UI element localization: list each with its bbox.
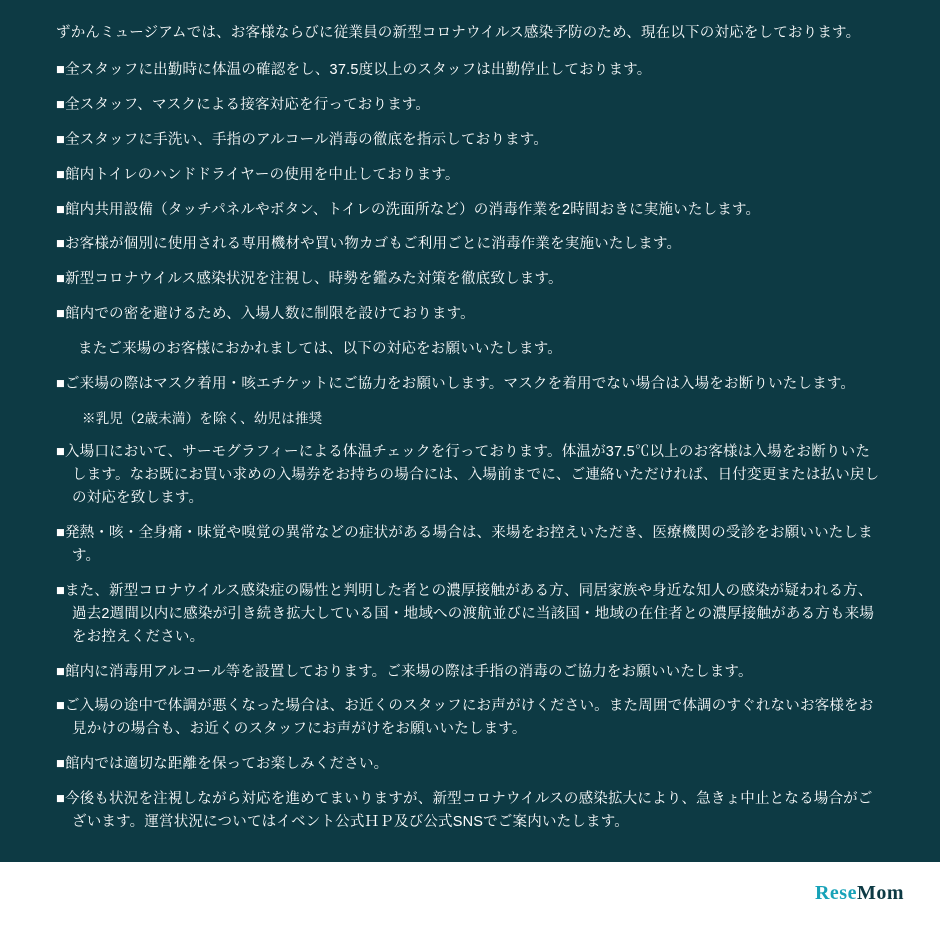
notice-item: ■館内共用設備（タッチパネルやボタン、トイレの洗面所など）の消毒作業を2時間おきに実施いたします。 xyxy=(56,201,761,218)
notice-item: ■館内に消毒用アルコール等を設置しております。ご来場の際は手指の消毒のご協力をお願いいたします。 xyxy=(56,663,753,680)
notice-item-list xyxy=(56,59,884,834)
notice-item: ■館内では適切な距離を保ってお楽しみください。 xyxy=(56,756,389,773)
notice-item: ■発熱・咳・全身痛・味覚や嗅覚の異常などの症状がある場合は、来場をお控えいただき、医療機関の受診をお願いいたします。 xyxy=(56,525,873,564)
notice-item: ■全スタッフに手洗い、手指のアルコール消毒の徹底を指示しております。 xyxy=(56,131,549,148)
notice-body xyxy=(56,22,884,834)
notice-item: ■全スタッフ、マスクによる接客対応を行っております。 xyxy=(56,96,431,113)
notice-item: またご来場のお客様におかれましては、以下の対応をお願いいたします。 xyxy=(78,341,562,358)
notice-item: ■今後も状況を注視しながら対応を進めてまいりますが、新型コロナウイルスの感染拡大により、急きょ中止となる場合がございます。運営状況についてはイベント公式ＨＰ及び公式SNSでご案内いたします。 xyxy=(56,791,873,831)
notice-item: ■館内での密を避けるため、入場人数に制限を設けております。 xyxy=(56,306,475,323)
notice-item: ■全スタッフに出勤時に体温の確認をし、37.5度以上のスタッフは出勤停止しております。 xyxy=(56,61,652,78)
notice-item: ■お客様が個別に使用される専用機材や買い物カゴもご利用ごとに消毒作業を実施いたします。 xyxy=(56,236,682,253)
notice-item: ■館内トイレのハンドドライヤーの使用を中止しております。 xyxy=(56,166,460,183)
notice-item: ■ご来場の際はマスク着用・咳エチケットにご協力をお願いします。マスクを着用でない場合は入場をお断りいたします。 xyxy=(56,376,856,393)
notice-item: ■また、新型コロナウイルス感染症の陽性と判明した者との濃厚接触がある方、同居家族や身近な知人の感染が疑われる方、過去2週間以内に感染が引き続き拡大している国・地域への渡航並びに当該国・地域の在住者との濃厚接触がある方も来場をお控えください。 xyxy=(56,582,875,645)
logo-prefix: Rese xyxy=(814,882,857,904)
notice-item: ■ご入場の途中で体調が悪くなった場合は、お近くのスタッフにお声がけください。また周囲で体調のすぐれないお客様をお見かけの場合も、お近くのスタッフにお声がけをお願いいたします。 xyxy=(56,698,874,738)
footer-area xyxy=(0,862,940,930)
logo-suffix: Mom xyxy=(856,882,904,904)
resemom-logo xyxy=(815,882,904,905)
notice-item: ※乳児（2歳未満）を除く、幼児は推奨 xyxy=(82,410,323,426)
notice-item: ■入場口において、サーモグラフィーによる体温チェックを行っております。体温が37.5℃以上のお客様は入場をお断りいたします。なお既にお買い求めの入場券をお持ちの場合には、入場前までに、ご連絡いただければ、日付変更または払い戻しの対応を致します。 xyxy=(56,444,880,507)
notice-item: ■新型コロナウイルス感染状況を注視し、時勢を鑑みた対策を徹底致します。 xyxy=(56,271,563,288)
notice-lead-paragraph: ずかんミュージアムでは、お客様ならびに従業員の新型コロナウイルス感染予防のため、現在以下の対応をしております。 xyxy=(56,25,861,41)
